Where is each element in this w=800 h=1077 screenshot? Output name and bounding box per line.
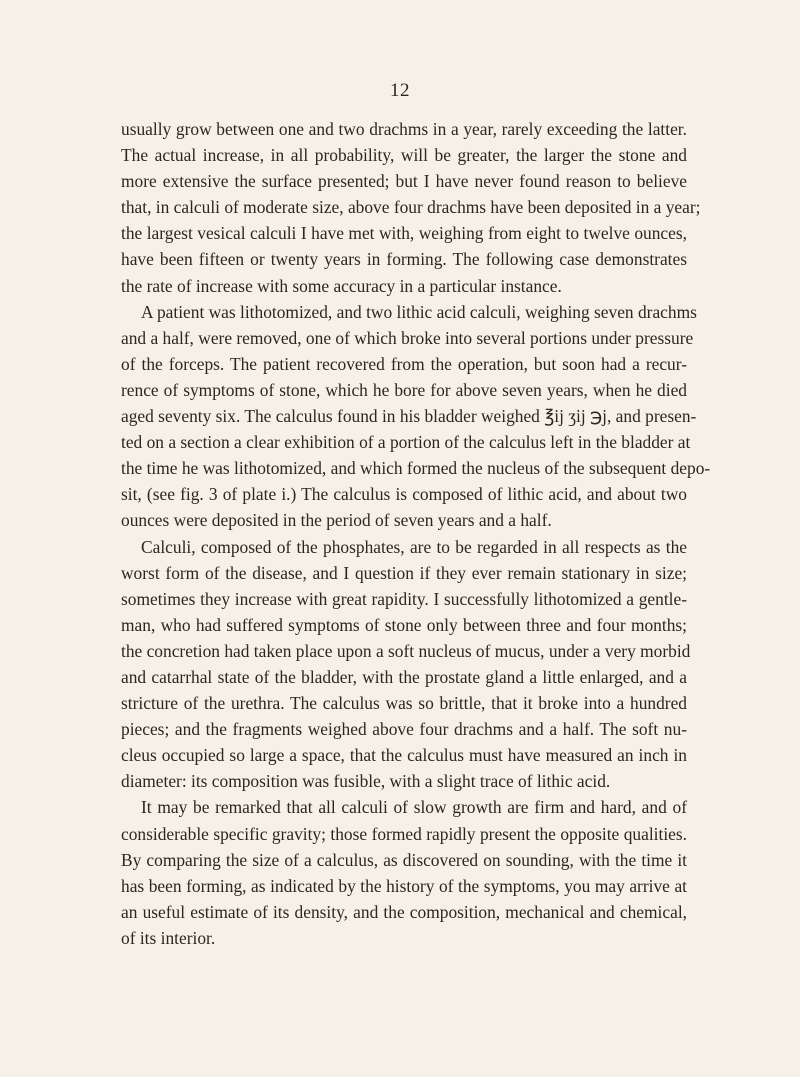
text-line: more extensive the surface presented; but I have never found reason to believe — [121, 171, 687, 192]
text-line: have been fifteen or twenty years in forming. The following case demonstrates — [121, 249, 687, 270]
text-line: considerable specific gravity; those formed rapidly present the opposite qualities. — [121, 823, 687, 844]
text-line: A patient was lithotomized, and two lithic acid calculi, weighing seven drachms — [141, 301, 697, 322]
text-line: and a half, were removed, one of which broke into several portions under pressure — [121, 327, 694, 348]
page-number: 12 — [390, 80, 410, 101]
text-line: pieces; and the fragments weighed above four drachms and a half. The soft nu- — [121, 719, 687, 740]
text-line: It may be remarked that all calculi of slow growth are firm and hard, and of — [141, 797, 687, 818]
text-line: the largest vesical calculi I have met with, weighing from eight to twelve ounces, — [121, 223, 687, 244]
text-line: sometimes they increase with great rapidity. I successfully lithotomized a gentle- — [121, 588, 687, 609]
text-line: the concretion had taken place upon a soft nucleus of mucus, under a very morbid — [121, 640, 691, 661]
body-text — [121, 116, 711, 951]
text-line: The actual increase, in all probability, will be greater, the larger the stone and — [121, 145, 687, 166]
text-line: usually grow between one and two drachms in a year, rarely exceeding the latter. — [121, 119, 687, 139]
text-line: aged seventy six. The calculus found in his bladder weighed ℥ij ʒij ℈j, and presen- — [121, 406, 697, 427]
text-line: of its interior. — [121, 927, 216, 948]
text-line: of the forceps. The patient recovered from the operation, but soon had a recur- — [121, 353, 687, 374]
text-line: the time he was lithotomized, and which formed the nucleus of the subsequent depo- — [121, 458, 711, 479]
text-line: an useful estimate of its density, and the composition, mechanical and chemical, — [121, 901, 687, 922]
text-line: man, who had suffered symptoms of stone only between three and four months; — [121, 614, 687, 635]
text-line: that, in calculi of moderate size, above four drachms have been deposited in a year; — [121, 197, 701, 218]
text-line: worst form of the disease, and I question if they ever remain stationary in size; — [121, 562, 687, 583]
text-line: the rate of increase with some accuracy in a particular instance. — [121, 275, 562, 296]
text-line: stricture of the urethra. The calculus was so brittle, that it broke into a hundred — [121, 693, 687, 714]
text-line: has been forming, as indicated by the history of the symptoms, you may arrive at — [121, 875, 687, 896]
text-line: sit, (see fig. 3 of plate i.) The calculus is composed of lithic acid, and about two — [121, 484, 687, 505]
text-line: cleus occupied so large a space, that the calculus must have measured an inch in — [121, 745, 687, 766]
text-line: and catarrhal state of the bladder, with the prostate gland a little enlarged, and a — [121, 666, 687, 687]
text-line: Calculi, composed of the phosphates, are to be regarded in all respects as the — [141, 536, 687, 557]
text-line: diameter: its composition was fusible, with a slight trace of lithic acid. — [121, 771, 611, 792]
text-line: rence of symptoms of stone, which he bore for above seven years, when he died — [121, 379, 687, 400]
text-line: By comparing the size of a calculus, as discovered on sounding, with the time it — [121, 849, 687, 870]
text-line: ted on a section a clear exhibition of a portion of the calculus left in the bladder at — [121, 432, 691, 453]
text-line: ounces were deposited in the period of seven years and a half. — [121, 510, 552, 531]
